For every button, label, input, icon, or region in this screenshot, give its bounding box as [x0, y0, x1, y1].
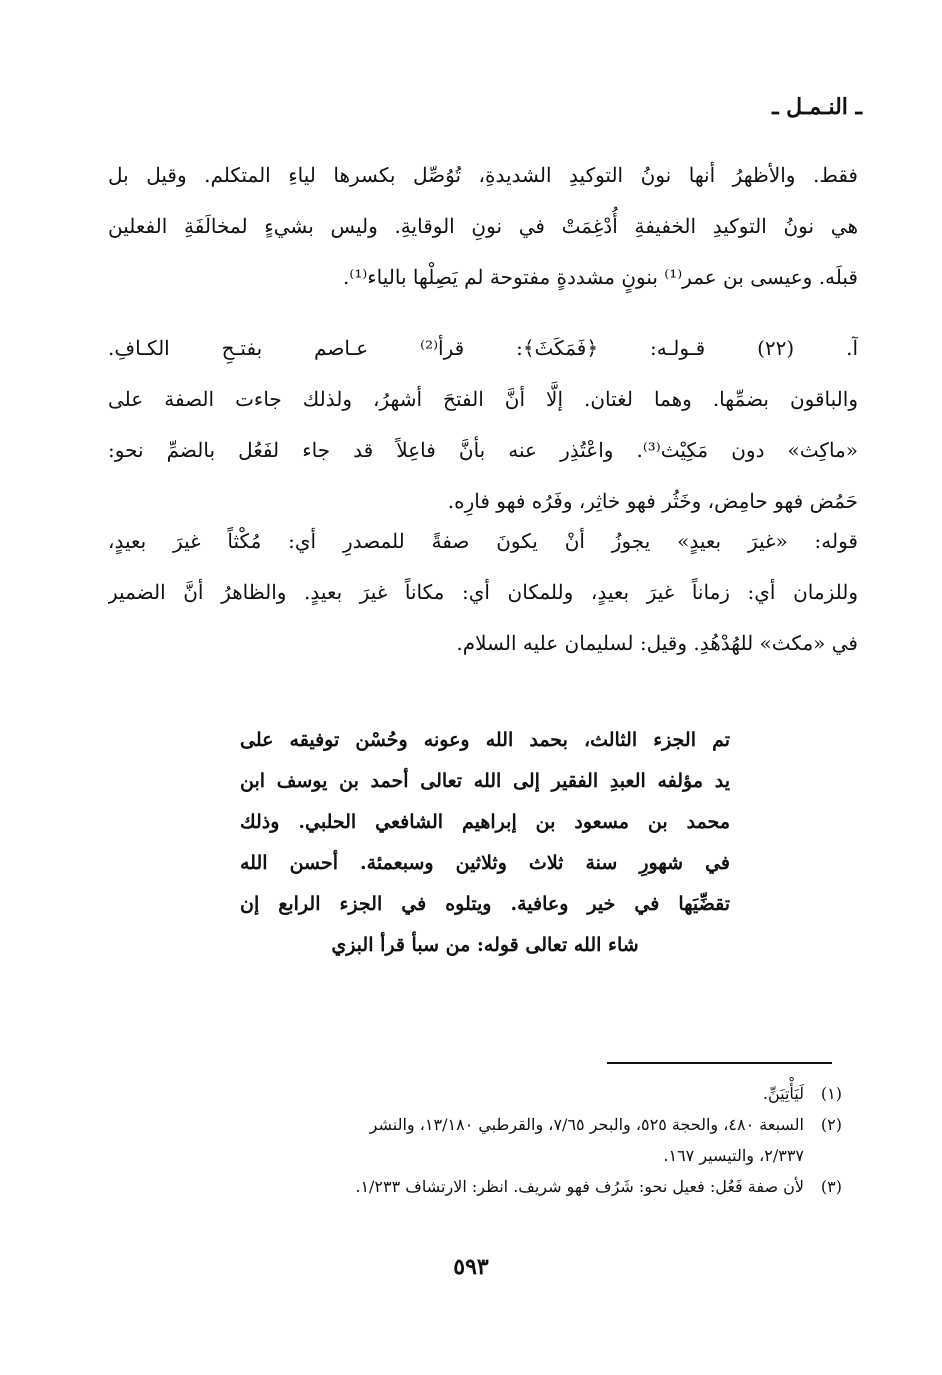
colophon-line: تم الجزء الثالث، بحمد الله وعونه وحُسْن توفيقه على: [240, 729, 730, 751]
text-line: هي نونُ التوكيدِ الخفيفةِ أُدْغِمَتْ في نونِ الوقايةِ. وليس بشيءٍ لمخالَفَةِ الفعلين: [108, 214, 858, 238]
footnotes: [142, 1078, 842, 1202]
footnote-text: السبعة ٤٨٠، والحجة ٥٢٥، والبحر ٧/٦٥، والقرطبي ١٣/١٨٠، والنشر: [369, 1115, 804, 1134]
colophon-line: يد مؤلفه العبدِ الفقير إلى الله تعالى أحمد بن يوسف ابن: [240, 770, 730, 792]
text-line: «ماكِث» دون مَكِيْث⁽³⁾. واعْتُذِر عنه بأنَّ فاعِلاً قد جاء لفَعُل بالضمِّ نحو:: [108, 438, 858, 462]
page-number: ٥٩٣: [453, 1254, 489, 1280]
text-line: حَمُض فهو حامِض، وخَثُر فهو خاثِر، وفَرُه فهو فارِه.: [447, 489, 858, 513]
colophon-line: في شهورِ سنة ثلاث وثلاثين وسبعمئة. أحسن الله: [240, 852, 730, 874]
verse-heading-line: آ. (٢٢) قـولـه: ﴿فَمَكَثَ﴾: قرأ⁽²⁾ عـاصم بفتـحِ الكـافِ.: [108, 336, 858, 360]
colophon-line: شاء الله تعالى قوله: من سبأ قرأ البزي: [331, 934, 639, 956]
footnote-text: ٢/٣٣٧، والتيسير ١٦٧.: [663, 1146, 804, 1165]
text-line: والباقون بضمِّها. وهما لغتان. إلَّا أنَّ الفتحَ أشهرُ، ولذلك جاءت الصفة على: [108, 387, 858, 411]
paragraph-2: [108, 323, 858, 527]
text-line: فقط. والأظهرُ أنها نونُ التوكيدِ الشديدةِ، تُوُصِّل بكسرها لياءِ المتكلم. وقيل بل: [108, 163, 858, 187]
paragraph-3: [108, 516, 858, 669]
text-line: وللزمان أي: زماناً غيرَ بعيدٍ، وللمكان أي: مكاناً غيرَ بعيدٍ. والظاهرُ أنَّ الضمير: [108, 580, 858, 604]
text-line: في «مكث» للهُدْهُدِ. وقيل: لسليمان عليه السلام.: [456, 631, 858, 655]
text-line: قوله: «غيرَ بعيدٍ» يجوزُ أنْ يكونَ صفةً للمصدرِ أي: مُكْثاً غيرَ بعيدٍ،: [108, 529, 858, 553]
footnote: [142, 1171, 842, 1202]
footnote-number: (٣): [820, 1177, 842, 1196]
colophon-line: محمد بن مسعود بن إبراهيم الشافعي الحلبي. وذلك: [240, 811, 730, 833]
footnote-number: (٢): [820, 1115, 842, 1134]
colophon-line: تقضِّيَها في خير وعافية. ويتلوه في الجزء الرابع إن: [240, 893, 730, 915]
text-line: قبلَه. وعيسى بن عمر⁽¹⁾ بنونٍ مشددةٍ مفتوحة لم يَصِلْها بالياء⁽¹⁾.: [343, 265, 858, 289]
footnote: [142, 1109, 842, 1171]
colophon: [240, 720, 730, 966]
footnote: [142, 1078, 842, 1109]
footnote-number: (١): [820, 1084, 842, 1103]
running-title: ـ النـمـل ـ: [772, 94, 862, 120]
paragraph-1: [108, 150, 858, 303]
footnote-separator: [607, 1062, 832, 1064]
footnote-text: لَيَأْتِيَنِّ.: [762, 1084, 804, 1103]
footnote-text: لأن صفة فَعُل: فعيل نحو: شَرُف فهو شريف. انظر: الارتشاف ١/٢٣٣.: [355, 1177, 804, 1196]
